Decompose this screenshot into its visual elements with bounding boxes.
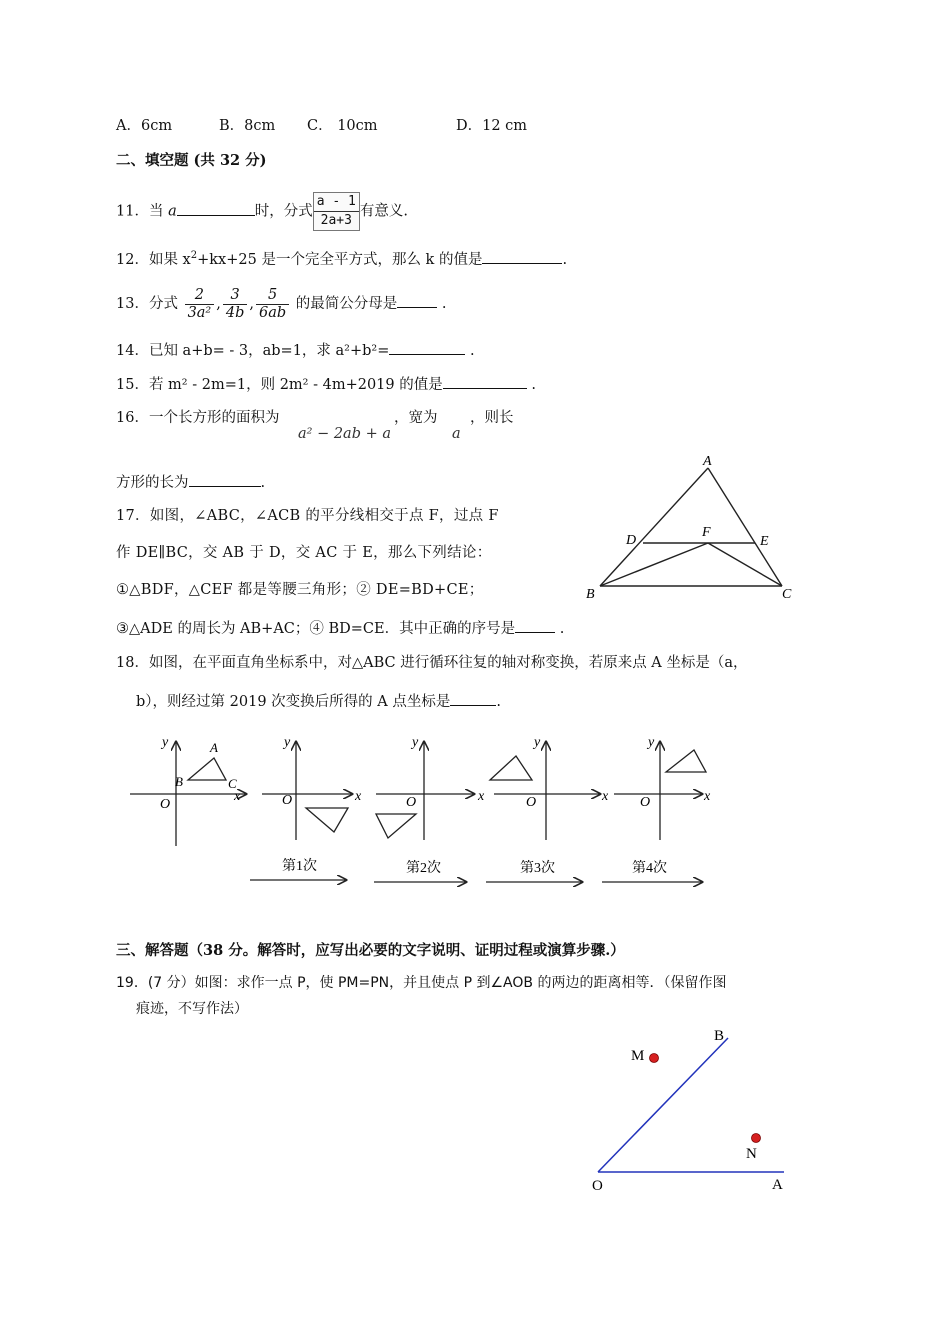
q13-prefix: 13．分式 bbox=[116, 296, 178, 312]
q13-fraction-3 bbox=[256, 287, 289, 322]
q15-text: 15．若 m² - 2m=1，则 2m² - 4m+2019 的值是 bbox=[116, 377, 443, 393]
q10-option-c: C． 10cm bbox=[307, 118, 378, 134]
q18-axis-y-3: y bbox=[534, 735, 541, 750]
q17-label-b: B bbox=[586, 587, 595, 602]
question-15 bbox=[116, 374, 536, 395]
question-13: 13．分式 $\frac{2}{\text{3a²}}$ , $\frac{3}{4b}$ , $\frac{5}{6ab}$ 的最简公分母是 . bbox=[116, 286, 447, 321]
q18-panel-original bbox=[130, 735, 246, 846]
q11-frac-num: a - 1 bbox=[314, 193, 359, 212]
q10-option-d: D．12 cm bbox=[456, 118, 528, 134]
q17-label-f: F bbox=[702, 525, 711, 540]
q17-segment-bf bbox=[600, 543, 708, 586]
q18-origin-0: O bbox=[160, 797, 171, 812]
q16-line-1c: ，则长 bbox=[470, 410, 514, 426]
q12-expr: +kx+25 是一个完全平方式，那么 k 的值是 bbox=[197, 251, 483, 268]
q13-fraction-1 bbox=[185, 287, 215, 322]
q19-label-b: B bbox=[714, 1028, 725, 1044]
q17-line-3: ①△BDF，△CEF 都是等腰三角形；② DE=BD+CE； bbox=[116, 582, 484, 598]
q16-line-1a: 16．一个长方形的面积为 bbox=[116, 410, 280, 426]
section-2-title: 二、填空题 (共 32 分) bbox=[116, 152, 267, 169]
q11-prefix: 11．当 bbox=[116, 203, 164, 220]
q11-var: a bbox=[168, 203, 177, 220]
q11-blank bbox=[177, 201, 255, 216]
question-11 bbox=[116, 192, 408, 231]
q18-triangle-2 bbox=[376, 814, 416, 838]
q16-line-1b: ，宽为 bbox=[394, 410, 438, 426]
q17-end: . bbox=[559, 621, 565, 637]
q16-expr-area: a² − 2ab + a bbox=[298, 426, 391, 442]
q13-fraction-2 bbox=[223, 287, 248, 322]
q18-origin-1: O bbox=[282, 793, 293, 808]
q12-blank bbox=[482, 249, 562, 264]
q17-segment-cf bbox=[708, 543, 782, 586]
q10-option-a: A．6cm bbox=[116, 118, 173, 134]
q17-label-d: D bbox=[626, 533, 637, 548]
q16-end: . bbox=[260, 475, 266, 491]
q18-line-2 bbox=[136, 691, 501, 712]
q19-point-n bbox=[752, 1134, 761, 1143]
q13-f3-den: 6ab bbox=[258, 304, 287, 321]
q15-end: . bbox=[531, 377, 536, 393]
q18-triangle-3 bbox=[490, 756, 532, 780]
q11-suffix: 有意义. bbox=[359, 203, 408, 220]
q18-origin-4: O bbox=[640, 795, 651, 810]
q18-step-4 bbox=[602, 860, 702, 882]
q12-sup: 2 bbox=[190, 250, 198, 261]
q19-angle-figure bbox=[580, 1022, 796, 1202]
q19-point-m bbox=[650, 1054, 659, 1063]
q11-mid: 时，分式 bbox=[254, 203, 313, 220]
q13-f3-num: 5 bbox=[256, 287, 289, 305]
q16-line-2 bbox=[116, 472, 265, 493]
q19-line-1: 19．(7 分）如图：求作一点 P，使 PM=PN，并且使点 P 到∠AOB 的两边的距离相等．（保留作图 bbox=[116, 975, 727, 991]
q18-triangle-4 bbox=[666, 750, 706, 772]
q17-label-a: A bbox=[703, 454, 712, 469]
q18-step-label-4: 第4次 bbox=[632, 861, 667, 876]
q13-f2-den: 4b bbox=[225, 304, 245, 321]
q18-step-label-1: 第1次 bbox=[282, 859, 317, 874]
q18-transform-figure bbox=[126, 728, 718, 890]
q18-panel-2 bbox=[376, 735, 485, 840]
q18-triangle-original bbox=[188, 758, 226, 780]
q17-triangle-figure bbox=[580, 452, 796, 604]
q17-line-2: 作 DE∥BC，交 AB 于 D，交 AC 于 E，那么下列结论： bbox=[116, 545, 492, 561]
q18-end: . bbox=[496, 694, 501, 710]
q18-origin-3: O bbox=[526, 795, 537, 810]
q11-fraction bbox=[313, 192, 360, 231]
question-12 bbox=[116, 246, 567, 270]
q14-blank bbox=[389, 340, 465, 355]
q13-blank bbox=[397, 293, 437, 308]
q13-end: . bbox=[441, 296, 447, 312]
q19-label-o: O bbox=[592, 1178, 603, 1194]
q17-label-c: C bbox=[782, 587, 792, 602]
q13-suffix: 的最简公分母是 bbox=[295, 296, 398, 312]
q18-triangle-1 bbox=[306, 808, 348, 832]
q18-line-1: 18．如图，在平面直角坐标系中，对△ABC 进行循环往复的轴对称变换，若原来点 A 坐标是（a， bbox=[116, 655, 748, 671]
q19-ray-ob bbox=[598, 1038, 728, 1172]
q13-f2-num: 3 bbox=[223, 287, 248, 305]
q18-panel-1 bbox=[262, 735, 362, 840]
q18-label-a: A bbox=[210, 740, 218, 755]
q12-prefix: 12．如果 x bbox=[116, 251, 191, 268]
q18-panel-3 bbox=[490, 735, 609, 840]
q18-step-label-2: 第2次 bbox=[406, 861, 441, 876]
q13-f1-den: 3a² bbox=[187, 304, 212, 321]
q17-line-4-text: ③△ADE 的周长为 AB+AC；④ BD=CE．其中正确的序号是 bbox=[116, 621, 516, 637]
q18-step-1 bbox=[250, 858, 346, 880]
q18-axis-y-0: y bbox=[162, 735, 169, 750]
q17-side-ab bbox=[600, 468, 708, 586]
q16-expr-width: a bbox=[452, 426, 461, 442]
q17-line-1: 17．如图，∠ABC，∠ACB 的平分线相交于点 F，过点 F bbox=[116, 508, 499, 524]
q18-axis-x-1: x bbox=[355, 789, 362, 804]
q18-axis-x-4: x bbox=[704, 789, 711, 804]
q19-line-2: 痕迹，不写作法） bbox=[136, 1001, 248, 1017]
q18-step-3 bbox=[486, 860, 582, 882]
q16-blank bbox=[189, 472, 261, 487]
q18-label-c: C bbox=[228, 776, 237, 791]
q17-side-ac bbox=[708, 468, 782, 586]
q16-line-2-text: 方形的长为 bbox=[116, 475, 189, 491]
q13-f1-num: 2 bbox=[185, 287, 215, 305]
q19-label-n: N bbox=[746, 1146, 757, 1162]
q18-axis-x-2: x bbox=[478, 789, 485, 804]
q18-blank bbox=[450, 691, 496, 706]
section-3-title: 三、解答题（38 分。解答时，应写出必要的文字说明、证明过程或演算步骤.） bbox=[116, 942, 625, 959]
q15-blank bbox=[443, 374, 527, 389]
q19-label-m: M bbox=[631, 1048, 645, 1064]
q17-line-4 bbox=[116, 618, 564, 639]
q11-frac-den: 2a+3 bbox=[320, 213, 352, 228]
q18-axis-y-2: y bbox=[412, 735, 419, 750]
q18-axis-x-0: x bbox=[234, 789, 241, 804]
question-14 bbox=[116, 340, 475, 361]
q18-axis-y-1: y bbox=[284, 735, 291, 750]
q18-label-b: B bbox=[175, 774, 183, 789]
q18-origin-2: O bbox=[406, 795, 417, 810]
q18-step-2 bbox=[374, 860, 466, 882]
q17-label-e: E bbox=[760, 534, 769, 549]
q12-suffix: . bbox=[562, 251, 568, 268]
q19-label-a: A bbox=[772, 1177, 783, 1193]
q18-step-label-3: 第3次 bbox=[520, 861, 555, 876]
q14-end: . bbox=[470, 343, 475, 359]
q14-text: 14．已知 a+b= - 3，ab=1，求 a²+b²= bbox=[116, 343, 390, 359]
q18-panel-4 bbox=[614, 735, 711, 840]
q10-option-b: B．8cm bbox=[219, 118, 276, 134]
q18-line-2-text: b），则经过第 2019 次变换后所得的 A 点坐标是 bbox=[136, 694, 451, 710]
q18-axis-x-3: x bbox=[602, 789, 609, 804]
q17-blank bbox=[515, 618, 555, 633]
q18-axis-y-4: y bbox=[648, 735, 655, 750]
